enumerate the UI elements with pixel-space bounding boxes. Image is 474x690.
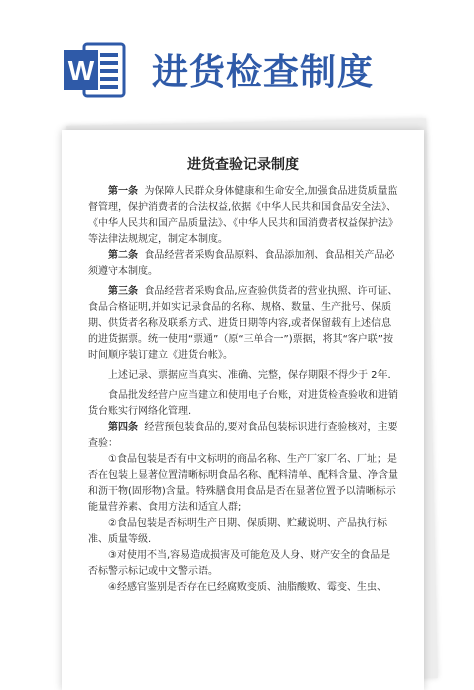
paragraph-item-4 xyxy=(88,580,398,596)
paragraph-text: 食品经营者采购食品原料、食品添加剂、食品相关产品必须遵守本制度。 xyxy=(88,250,395,277)
paragraph-text: ①食品包装是否有中文标明的商品名称、生产厂家厂名、厂址；是否在包装上显著位置清晰标明食品名称、配料清单、配料含量、净含量和沥干物(固形物)含量。特殊膳食用食品是否在显著位置予以清晰标示能量营养素、食用方法和适宜人群; xyxy=(88,454,398,513)
paragraph-wholesale xyxy=(88,388,398,420)
paragraph-article-3 xyxy=(88,284,398,364)
paragraph-text: 上述记录、票据应当真实、准确、完整，保存期限不得少于 2年. xyxy=(108,370,391,381)
paragraph-item-1 xyxy=(88,452,398,516)
paragraph-text: ④经感官鉴别是否存在已经腐败变质、油脂酸败、霉变、生虫、 xyxy=(108,582,387,593)
paragraph-text: 食品经营者采购食品,应查验供货者的营业执照、许可证、食品合格证明,并如实记录食品的名称、规格、数量、生产批号、保质期、供货者名称及联系方式、进货日期等内容,或者保留载有上述信息的进货据票。统一使用“票通”（原“三单合一”)票据，将其“客户联”按时间顺序装订建立《进货台帐》。 xyxy=(88,286,398,361)
article-label: 第三条 xyxy=(108,286,138,297)
document-page xyxy=(62,130,424,690)
paragraph-item-3 xyxy=(88,548,398,580)
paragraph-item-2 xyxy=(88,516,398,548)
paragraph-text: 为保障人民群众身体健康和生命安全,加强食品进货质量监督管理，保护消费者的合法权益,依据《中华人民共和国食品安全法》、《中华人民共和国产品质量法》、《中华人民共和国消费者权益保护法》等法律法规规定，制定本制度。 xyxy=(88,186,398,245)
paragraph-article-1 xyxy=(88,184,398,248)
word-icon-letter: W xyxy=(67,55,95,86)
word-icon xyxy=(62,38,128,102)
document-title: 进货查验记录制度 xyxy=(187,157,299,173)
paragraph-text: ③对使用不当,容易造成损害及可能危及人身、财产安全的食品是否标警示标记或中文警示语。 xyxy=(88,550,391,577)
paragraph-retention xyxy=(88,368,398,384)
article-label: 第一条 xyxy=(108,186,138,197)
paragraph-article-2 xyxy=(88,248,398,280)
article-label: 第四条 xyxy=(108,422,138,433)
page-title: 进货检查制度 xyxy=(152,52,375,93)
paragraph-text: ②食品包装是否标明生产日期、保质期、贮藏说明、产品执行标准、质量等级. xyxy=(88,518,387,545)
paragraph-article-4 xyxy=(88,420,398,452)
header-banner xyxy=(0,0,474,118)
article-label: 第二条 xyxy=(108,250,138,261)
paragraph-text: 经营预包装食品的,要对食品包装标识进行查验核对，主要查验： xyxy=(88,422,398,449)
paragraph-text: 食品批发经营户应当建立和使用电子台账，对进货检查验收和进销货台账实行网络化管理. xyxy=(88,390,398,417)
